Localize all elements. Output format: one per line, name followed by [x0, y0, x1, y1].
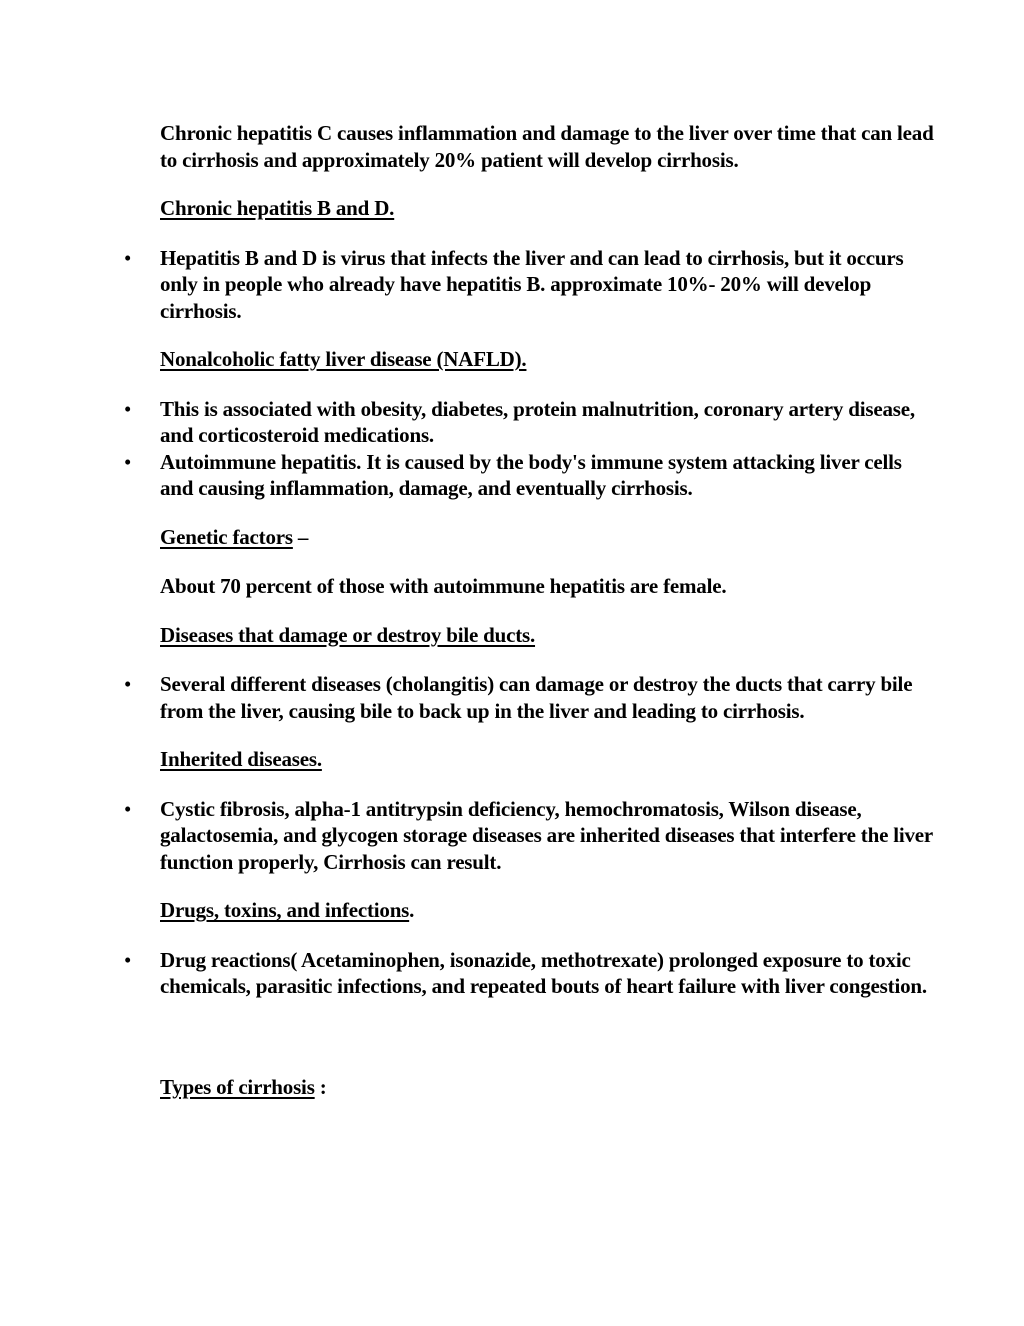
section-heading-text: Types of cirrhosis: [160, 1074, 315, 1099]
bullet-icon: •: [124, 245, 132, 270]
bullet-icon: •: [124, 396, 132, 421]
section-heading-text: Nonalcoholic fatty liver disease (NAFLD).: [160, 347, 527, 371]
bullet-icon: •: [124, 947, 132, 972]
list-item: [124, 947, 935, 1000]
bullet-list-inherited-diseases: [124, 796, 935, 876]
section-heading-inherited-diseases: [160, 746, 935, 773]
section-heading-text: Chronic hepatitis B and D.: [160, 196, 395, 220]
bullet-list-drugs-toxins: [124, 947, 935, 1000]
section-heading-genetic-factors: [160, 524, 935, 551]
section-heading-types-of-cirrhosis: [160, 1074, 935, 1101]
list-item-text: This is associated with obesity, diabetes, protein malnutrition, coronary artery disease, and corticosteroid medications.: [160, 396, 915, 447]
list-item-text: Autoimmune hepatitis. It is caused by the body's immune system attacking liver cells and causing inflammation, damage, and eventually cirrhosis.: [160, 449, 902, 500]
list-item-text: Several different diseases (cholangitis) can damage or destroy the ducts that carry bile from the liver, causing bile to back up in the liver and leading to cirrhosis.: [160, 672, 913, 723]
bullet-icon: •: [124, 449, 132, 474]
list-item: [124, 671, 935, 724]
intro-paragraph: Chronic hepatitis C causes inflammation and damage to the liver over time that can lead to cirrhosis and approximately 20% patient will develop cirrhosis.: [160, 121, 934, 172]
section-heading-suffix: .: [409, 898, 415, 922]
section-heading-suffix: –: [292, 524, 309, 549]
section-heading-text: Genetic factors: [160, 524, 293, 549]
bullet-list-hepatitis-b-d: [124, 245, 935, 325]
section-heading-hepatitis-b-d: [160, 195, 935, 222]
section-heading-text: Diseases that damage or destroy bile ducts.: [160, 622, 536, 647]
spacer: [160, 1022, 935, 1074]
list-item-text: Cystic fibrosis, alpha-1 antitrypsin deficiency, hemochromatosis, Wilson disease, galactosemia, and glycogen storage diseases are inherited diseases that interfere the liver function properly, Cirrhosis can result.: [160, 796, 933, 874]
section-heading-text: Drugs, toxins, and infections: [160, 898, 410, 922]
bullet-list-nafld: [124, 396, 935, 502]
list-item: [124, 245, 935, 325]
list-item: [124, 796, 935, 876]
section-heading-nafld: [160, 346, 935, 373]
list-item: [124, 396, 935, 449]
list-item: [124, 449, 935, 502]
document-content: [124, 120, 935, 1123]
bullet-icon: •: [124, 796, 132, 821]
section-heading-suffix: :: [314, 1074, 327, 1099]
genetic-factors-paragraph: About 70 percent of those with autoimmune hepatitis are female.: [160, 574, 727, 598]
bullet-icon: •: [124, 672, 132, 696]
section-heading-text: Inherited diseases.: [160, 747, 322, 771]
bullet-list-bile-ducts: [124, 671, 935, 724]
list-item-text: Drug reactions( Acetaminophen, isonazide, methotrexate) prolonged exposure to toxic chemicals, parasitic infections, and repeated bouts of heart failure with liver congestion.: [160, 947, 927, 998]
section-heading-drugs-toxins: [160, 897, 935, 924]
section-heading-bile-ducts: [160, 622, 935, 649]
list-item-text: Hepatitis B and D is virus that infects the liver and can lead to cirrhosis, but it occurs only in people who already have hepatitis B. approximate 10%- 20% will develop cirrhosis.: [160, 245, 904, 323]
